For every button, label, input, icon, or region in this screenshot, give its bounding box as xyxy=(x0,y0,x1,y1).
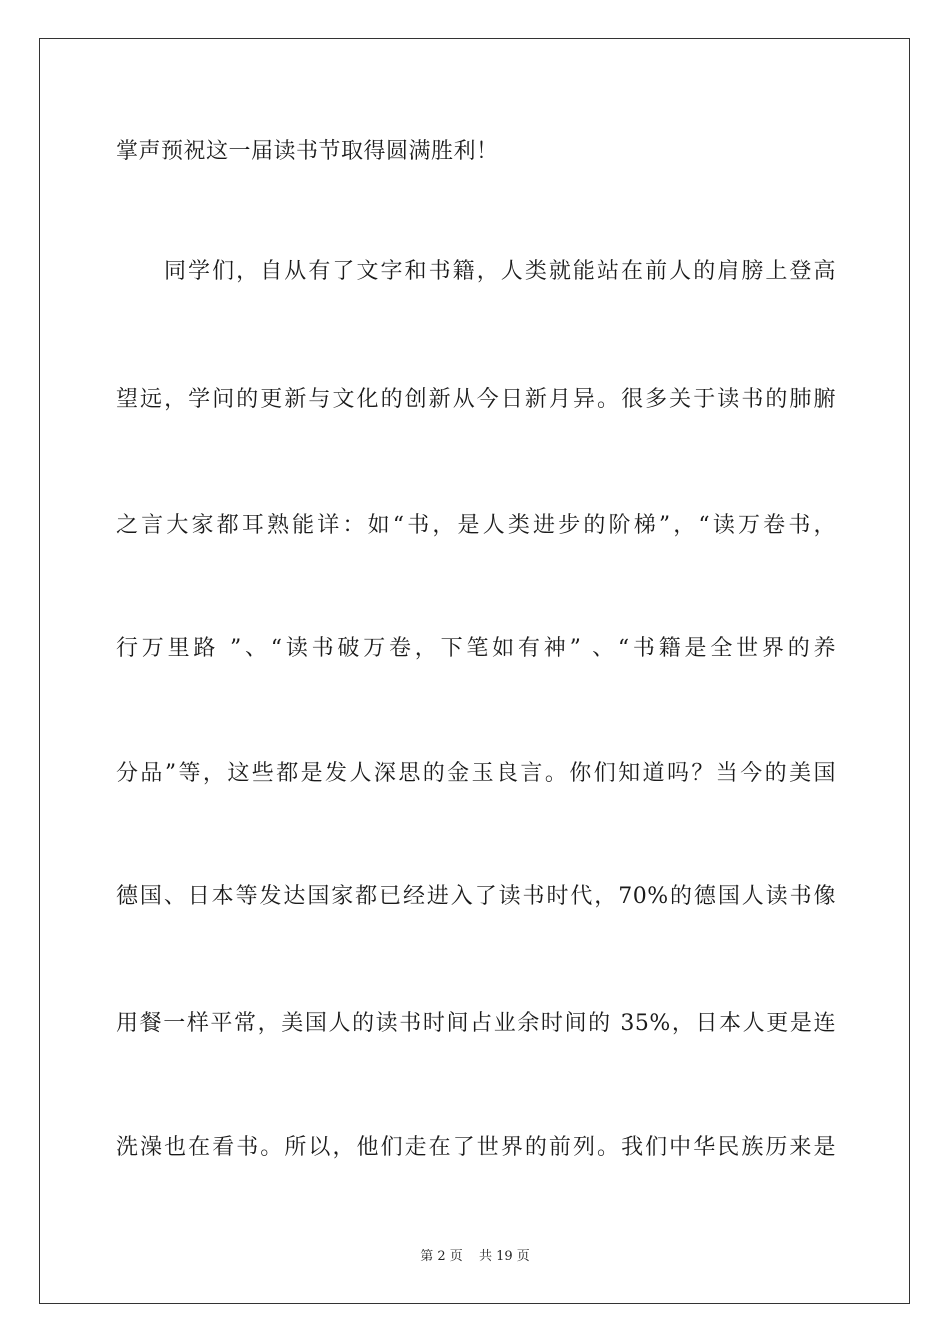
text-line-6: 分品”等，这些都是发人深思的金玉良言。你们知道吗？当今的美国 xyxy=(116,761,836,786)
text-line-1: 掌声预祝这一届读书节取得圆满胜利！ xyxy=(116,139,499,164)
page-number: 第 2 页 xyxy=(420,1249,463,1264)
text-line-4: 之言大家都耳熟能详：如“书，是人类进步的阶梯”，“读万卷书， xyxy=(116,513,836,538)
text-line-5: 行万里路 ”、“读书破万卷，下笔如有神” 、“书籍是全世界的养 xyxy=(116,636,836,661)
page-footer xyxy=(0,1248,950,1266)
text-line-8: 用餐一样平常，美国人的读书时间占业余时间的 35%，日本人更是连 xyxy=(116,1011,836,1036)
text-line-3: 望远，学问的更新与文化的创新从今日新月异。很多关于读书的肺腑 xyxy=(116,387,836,412)
page-border xyxy=(39,38,910,1304)
page-total: 共 19 页 xyxy=(478,1249,530,1264)
text-line-2: 同学们，自从有了文字和书籍，人类就能站在前人的肩膀上登高 xyxy=(164,259,836,284)
text-line-9: 洗澡也在看书。所以，他们走在了世界的前列。我们中华民族历来是 xyxy=(116,1135,836,1160)
text-line-7: 德国、日本等发达国家都已经进入了读书时代，70%的德国人读书像 xyxy=(116,884,836,909)
